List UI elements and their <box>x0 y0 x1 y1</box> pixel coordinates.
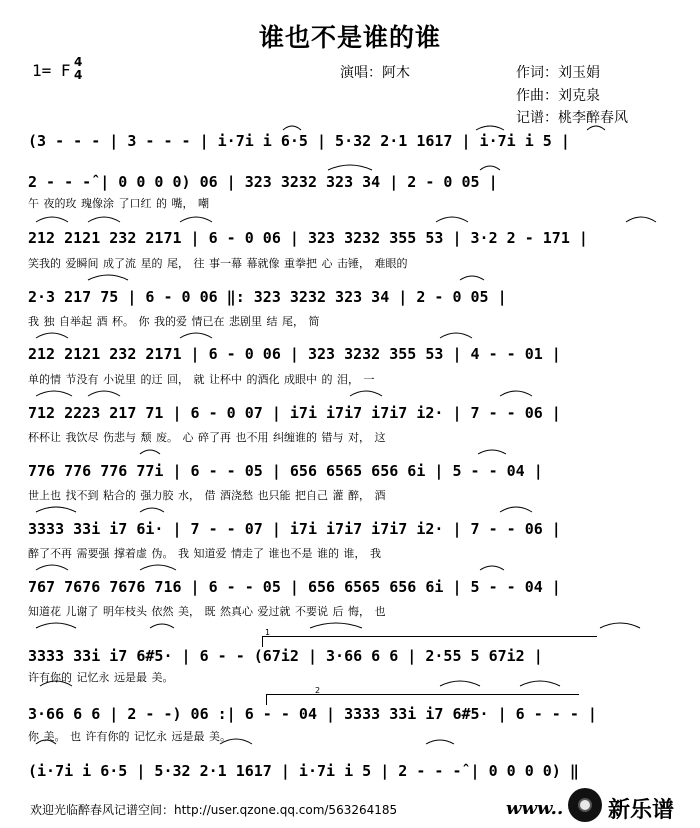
lyricist-credit: 作词：刘玉娟 <box>516 65 600 81</box>
logo-name: 新乐谱 <box>608 798 675 823</box>
lyric-line-6: 杯杯让 我饮尽 伤悲与 颓 废。 心 碎了再 也不用 纠缠谁的 错与 对， 这 <box>28 431 386 444</box>
song-title: 谁也不是谁的谁 <box>258 23 441 52</box>
score-line-1: (3 - - - | 3 - - - | i·7i i 6·5 | 5·32 2·1 1617 | i·7i i 5 | <box>28 132 570 150</box>
score-line-11: 3·66 6 6 | 2 - -) 06 :| 6 - - 04 | 3333 33i i7 6#5· | 6 - - - | <box>28 705 597 723</box>
score-line-12: (i·7i i 6·5 | 5·32 2·1 1617 | i·7i i 5 | 2 - - -̂ | 0 0 0 0) ‖ <box>28 762 579 780</box>
lyric-line-5: 单的情 节没有 小说里 的迂 回， 就 让杯中 的酒化 成眼中 的 泪， 一 <box>28 373 375 386</box>
score-line-8: 3333 33i i7 6i· | 7 - - 07 | i7i i7i7 i7i7 i2· | 7 - - 06 | <box>28 520 561 538</box>
score-line-2: 2 - - -̂ | 0 0 0 0) 06 | 323 3232 323 34 | 2 - 0 05 | <box>28 173 498 191</box>
transcriber-credit: 记谱：桃李醉春风 <box>516 110 628 126</box>
record-disc-icon <box>568 788 602 822</box>
lyric-line-9: 知道花 儿谢了 明年枝头 依然 美， 既 然真心 爱过就 不要说 后 悔， 也 <box>28 605 386 618</box>
time-signature-top: 4 <box>74 55 83 69</box>
singer-credit: 演唱：阿木 <box>340 65 410 81</box>
score-line-4: 2·3 217 75 | 6 - 0 06 ‖: 323 3232 323 34 | 2 - 0 05 | <box>28 288 507 306</box>
score-line-3: 212 2121 232 2171 | 6 - 0 06 | 323 3232 355 53 | 3·2 2 - 171 | <box>28 229 588 247</box>
lyric-line-4: 我 独 自举起 酒 杯。 你 我的爱 情已在 悲剧里 结 尾， 简 <box>28 315 320 328</box>
lyric-line-8: 醉了不再 需要强 撑着虚 伪。 我 知道爱 情走了 谁也不是 谁的 谁， 我 <box>28 547 381 560</box>
time-signature-bottom: 4 <box>74 68 83 82</box>
lyric-line-1 <box>28 151 674 166</box>
score-line-6: 712 2223 217 71 | 6 - 0 07 | i7i i7i7 i7i7 i2· | 7 - - 06 | <box>28 404 561 422</box>
key-signature: 1= F <box>32 61 71 80</box>
lyric-line-10: 许有你的 记忆永 远是最 美。 <box>28 671 174 684</box>
lyric-line-11: 你 美。 也 许有你的 记忆永 远是最 美。 <box>28 730 231 743</box>
logo-www: www.. <box>506 798 564 819</box>
second-ending-number: 2 <box>315 686 321 695</box>
score-line-10: 3333 33i i7 6#5· | 6 - - (67i2 | 3·66 6 6 | 2·55 5 67i2 | <box>28 647 543 665</box>
composer-credit: 作曲：刘克泉 <box>516 88 600 104</box>
score-line-5: 212 2121 232 2171 | 6 - 0 06 | 323 3232 355 53 | 4 - - 01 | <box>28 345 561 363</box>
first-ending-number: 1 <box>265 628 271 637</box>
lyric-line-2: 午 夜的玫 瑰像涂 了口红 的 嘴， 嘲 <box>28 197 209 210</box>
score-line-9: 767 7676 7676 716 | 6 - - 05 | 656 6565 656 6i | 5 - - 04 | <box>28 578 561 596</box>
score-line-7: 776 776 776 77i | 6 - - 05 | 656 6565 656 6i | 5 - - 04 | <box>28 462 543 480</box>
lyric-line-3: 笑我的 爱瞬间 成了流 星的 尾， 往 事一幕 幕就像 重拳把 心 击锤， 难眼的 <box>28 257 408 270</box>
footer-credit: 欢迎光临醉春风记谱空间：http://user.qzone.qq.com/563264185 <box>30 803 398 817</box>
lyric-line-7: 世上也 找不到 粘合的 强力胶 水， 借 酒浇愁 也只能 把自己 灌 醉， 酒 <box>28 489 386 502</box>
